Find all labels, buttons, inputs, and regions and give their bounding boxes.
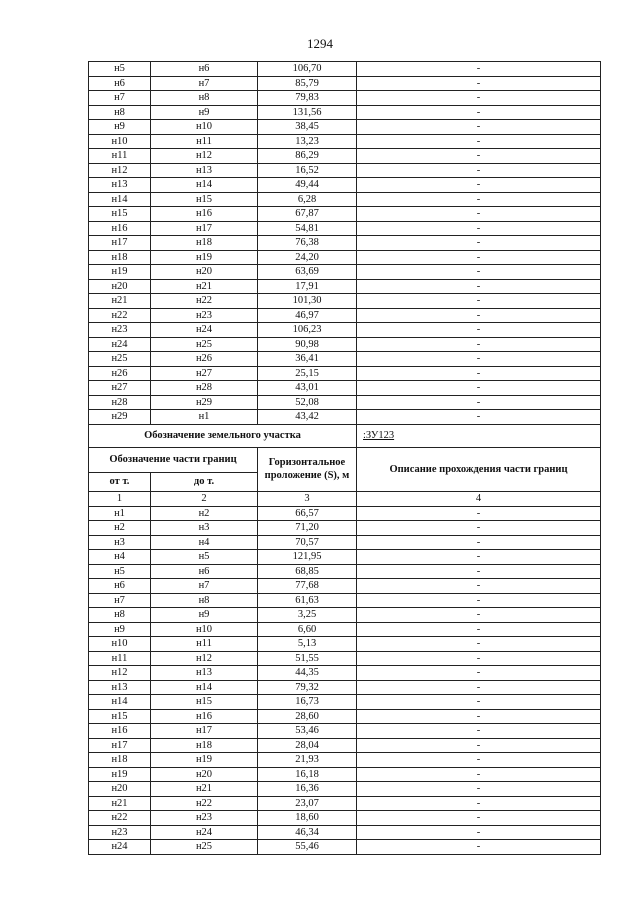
from-point-cell: н8 bbox=[89, 105, 151, 120]
table-row bbox=[89, 666, 601, 681]
from-point-cell: н10 bbox=[89, 134, 151, 149]
from-point-cell: н11 bbox=[89, 651, 151, 666]
length-cell: 85,79 bbox=[258, 76, 357, 91]
table-row bbox=[89, 91, 601, 106]
header-row bbox=[89, 447, 601, 472]
from-point-cell: н27 bbox=[89, 381, 151, 396]
length-cell: 6,60 bbox=[258, 622, 357, 637]
from-point-cell: н18 bbox=[89, 250, 151, 265]
description-cell: - bbox=[357, 178, 601, 193]
description-cell: - bbox=[357, 308, 601, 323]
description-cell: - bbox=[357, 724, 601, 739]
from-point-cell: н14 bbox=[89, 695, 151, 710]
table-row bbox=[89, 352, 601, 367]
length-cell: 38,45 bbox=[258, 120, 357, 135]
description-cell: - bbox=[357, 811, 601, 826]
table-row bbox=[89, 840, 601, 855]
from-point-cell: н20 bbox=[89, 782, 151, 797]
to-point-cell: н6 bbox=[151, 62, 258, 77]
from-point-cell: н3 bbox=[89, 535, 151, 550]
page-number: 1294 bbox=[307, 36, 333, 51]
length-cell: 79,83 bbox=[258, 91, 357, 106]
from-point-cell: н26 bbox=[89, 366, 151, 381]
table-row bbox=[89, 593, 601, 608]
description-cell: - bbox=[357, 506, 601, 521]
length-cell: 63,69 bbox=[258, 265, 357, 280]
table-row bbox=[89, 709, 601, 724]
table-row bbox=[89, 207, 601, 222]
table-row bbox=[89, 192, 601, 207]
to-point-cell: н14 bbox=[151, 680, 258, 695]
length-cell: 46,97 bbox=[258, 308, 357, 323]
length-cell: 53,46 bbox=[258, 724, 357, 739]
description-cell: - bbox=[357, 637, 601, 652]
to-point-cell: н10 bbox=[151, 120, 258, 135]
description-cell: - bbox=[357, 825, 601, 840]
length-cell: 61,63 bbox=[258, 593, 357, 608]
length-cell: 106,70 bbox=[258, 62, 357, 77]
length-cell: 16,36 bbox=[258, 782, 357, 797]
table-row bbox=[89, 637, 601, 652]
description-cell: - bbox=[357, 76, 601, 91]
description-cell: - bbox=[357, 120, 601, 135]
table-row bbox=[89, 622, 601, 637]
to-point-cell: н13 bbox=[151, 666, 258, 681]
length-cell: 5,13 bbox=[258, 637, 357, 652]
description-cell: - bbox=[357, 738, 601, 753]
from-point-cell: н5 bbox=[89, 564, 151, 579]
description-cell: - bbox=[357, 593, 601, 608]
from-point-cell: н4 bbox=[89, 550, 151, 565]
from-point-cell: н20 bbox=[89, 279, 151, 294]
length-cell: 70,57 bbox=[258, 535, 357, 550]
table-row bbox=[89, 535, 601, 550]
from-point-cell: н8 bbox=[89, 608, 151, 623]
table-row bbox=[89, 782, 601, 797]
table2-header bbox=[89, 424, 601, 506]
header-to: до т. bbox=[151, 472, 258, 491]
to-point-cell: н6 bbox=[151, 564, 258, 579]
to-point-cell: н23 bbox=[151, 308, 258, 323]
description-cell: - bbox=[357, 709, 601, 724]
table-row bbox=[89, 651, 601, 666]
table-row bbox=[89, 279, 601, 294]
from-point-cell: н13 bbox=[89, 178, 151, 193]
length-cell: 3,25 bbox=[258, 608, 357, 623]
parcel-row bbox=[89, 424, 601, 447]
description-cell: - bbox=[357, 265, 601, 280]
description-cell: - bbox=[357, 250, 601, 265]
table-row bbox=[89, 395, 601, 410]
to-point-cell: н8 bbox=[151, 593, 258, 608]
table-row bbox=[89, 381, 601, 396]
length-cell: 49,44 bbox=[258, 178, 357, 193]
from-point-cell: н12 bbox=[89, 666, 151, 681]
from-point-cell: н24 bbox=[89, 337, 151, 352]
table-row bbox=[89, 120, 601, 135]
boundary-table bbox=[88, 61, 601, 855]
description-cell: - bbox=[357, 651, 601, 666]
description-cell: - bbox=[357, 767, 601, 782]
from-point-cell: н7 bbox=[89, 91, 151, 106]
to-point-cell: н2 bbox=[151, 506, 258, 521]
column-number: 4 bbox=[357, 491, 601, 506]
from-point-cell: н16 bbox=[89, 221, 151, 236]
description-cell: - bbox=[357, 535, 601, 550]
description-cell: - bbox=[357, 221, 601, 236]
from-point-cell: н23 bbox=[89, 825, 151, 840]
to-point-cell: н28 bbox=[151, 381, 258, 396]
length-cell: 23,07 bbox=[258, 796, 357, 811]
to-point-cell: н19 bbox=[151, 250, 258, 265]
from-point-cell: н6 bbox=[89, 76, 151, 91]
description-cell: - bbox=[357, 149, 601, 164]
description-cell: - bbox=[357, 666, 601, 681]
header-parts: Обозначение части границ bbox=[89, 447, 258, 472]
column-number: 2 bbox=[151, 491, 258, 506]
description-cell: - bbox=[357, 753, 601, 768]
from-point-cell: н5 bbox=[89, 62, 151, 77]
to-point-cell: н19 bbox=[151, 753, 258, 768]
to-point-cell: н8 bbox=[151, 91, 258, 106]
length-cell: 79,32 bbox=[258, 680, 357, 695]
table-row bbox=[89, 564, 601, 579]
to-point-cell: н12 bbox=[151, 651, 258, 666]
table-row bbox=[89, 62, 601, 77]
description-cell: - bbox=[357, 352, 601, 367]
table-row bbox=[89, 265, 601, 280]
length-cell: 90,98 bbox=[258, 337, 357, 352]
table-row bbox=[89, 753, 601, 768]
from-point-cell: н7 bbox=[89, 593, 151, 608]
table-row bbox=[89, 550, 601, 565]
to-point-cell: н14 bbox=[151, 178, 258, 193]
length-cell: 52,08 bbox=[258, 395, 357, 410]
description-cell: - bbox=[357, 207, 601, 222]
length-cell: 17,91 bbox=[258, 279, 357, 294]
table-row bbox=[89, 724, 601, 739]
from-point-cell: н2 bbox=[89, 521, 151, 536]
from-point-cell: н9 bbox=[89, 120, 151, 135]
length-cell: 71,20 bbox=[258, 521, 357, 536]
to-point-cell: н21 bbox=[151, 279, 258, 294]
to-point-cell: н20 bbox=[151, 265, 258, 280]
from-point-cell: н17 bbox=[89, 236, 151, 251]
from-point-cell: н14 bbox=[89, 192, 151, 207]
from-point-cell: н1 bbox=[89, 506, 151, 521]
table-row bbox=[89, 294, 601, 309]
length-cell: 6,28 bbox=[258, 192, 357, 207]
description-cell: - bbox=[357, 192, 601, 207]
length-cell: 28,04 bbox=[258, 738, 357, 753]
table-row bbox=[89, 236, 601, 251]
table-row bbox=[89, 579, 601, 594]
to-point-cell: н25 bbox=[151, 840, 258, 855]
length-cell: 36,41 bbox=[258, 352, 357, 367]
table-row bbox=[89, 680, 601, 695]
table-row bbox=[89, 163, 601, 178]
length-cell: 28,60 bbox=[258, 709, 357, 724]
from-point-cell: н25 bbox=[89, 352, 151, 367]
description-cell: - bbox=[357, 366, 601, 381]
description-cell: - bbox=[357, 695, 601, 710]
header-from: от т. bbox=[89, 472, 151, 491]
to-point-cell: н22 bbox=[151, 796, 258, 811]
to-point-cell: н7 bbox=[151, 579, 258, 594]
to-point-cell: н12 bbox=[151, 149, 258, 164]
length-cell: 86,29 bbox=[258, 149, 357, 164]
length-cell: 24,20 bbox=[258, 250, 357, 265]
table1-body bbox=[89, 62, 601, 425]
to-point-cell: н15 bbox=[151, 192, 258, 207]
description-cell: - bbox=[357, 564, 601, 579]
from-point-cell: н29 bbox=[89, 410, 151, 425]
table-row bbox=[89, 521, 601, 536]
description-cell: - bbox=[357, 381, 601, 396]
description-cell: - bbox=[357, 622, 601, 637]
to-point-cell: н7 bbox=[151, 76, 258, 91]
table-row bbox=[89, 506, 601, 521]
to-point-cell: н22 bbox=[151, 294, 258, 309]
from-point-cell: н21 bbox=[89, 796, 151, 811]
header-description: Описание прохождения части границ bbox=[357, 447, 601, 491]
description-cell: - bbox=[357, 105, 601, 120]
table-row bbox=[89, 178, 601, 193]
to-point-cell: н26 bbox=[151, 352, 258, 367]
to-point-cell: н18 bbox=[151, 738, 258, 753]
table2-body bbox=[89, 506, 601, 854]
length-cell: 67,87 bbox=[258, 207, 357, 222]
table-row bbox=[89, 796, 601, 811]
from-point-cell: н16 bbox=[89, 724, 151, 739]
to-point-cell: н21 bbox=[151, 782, 258, 797]
description-cell: - bbox=[357, 134, 601, 149]
length-cell: 25,15 bbox=[258, 366, 357, 381]
from-point-cell: н19 bbox=[89, 767, 151, 782]
table-row bbox=[89, 608, 601, 623]
to-point-cell: н5 bbox=[151, 550, 258, 565]
to-point-cell: н17 bbox=[151, 221, 258, 236]
to-point-cell: н25 bbox=[151, 337, 258, 352]
length-cell: 76,38 bbox=[258, 236, 357, 251]
length-cell: 16,73 bbox=[258, 695, 357, 710]
description-cell: - bbox=[357, 323, 601, 338]
length-cell: 44,35 bbox=[258, 666, 357, 681]
column-number-row bbox=[89, 491, 601, 506]
length-cell: 43,42 bbox=[258, 410, 357, 425]
length-cell: 51,55 bbox=[258, 651, 357, 666]
description-cell: - bbox=[357, 796, 601, 811]
length-cell: 66,57 bbox=[258, 506, 357, 521]
from-point-cell: н6 bbox=[89, 579, 151, 594]
length-cell: 101,30 bbox=[258, 294, 357, 309]
description-cell: - bbox=[357, 62, 601, 77]
from-point-cell: н15 bbox=[89, 709, 151, 724]
to-point-cell: н11 bbox=[151, 637, 258, 652]
from-point-cell: н24 bbox=[89, 840, 151, 855]
description-cell: - bbox=[357, 163, 601, 178]
to-point-cell: н3 bbox=[151, 521, 258, 536]
table-row bbox=[89, 308, 601, 323]
from-point-cell: н10 bbox=[89, 637, 151, 652]
description-cell: - bbox=[357, 550, 601, 565]
column-number: 3 bbox=[258, 491, 357, 506]
description-cell: - bbox=[357, 410, 601, 425]
length-cell: 18,60 bbox=[258, 811, 357, 826]
to-point-cell: н24 bbox=[151, 323, 258, 338]
description-cell: - bbox=[357, 236, 601, 251]
length-cell: 13,23 bbox=[258, 134, 357, 149]
table-row bbox=[89, 695, 601, 710]
from-point-cell: н21 bbox=[89, 294, 151, 309]
description-cell: - bbox=[357, 782, 601, 797]
length-cell: 68,85 bbox=[258, 564, 357, 579]
to-point-cell: н4 bbox=[151, 535, 258, 550]
from-point-cell: н11 bbox=[89, 149, 151, 164]
to-point-cell: н1 bbox=[151, 410, 258, 425]
description-cell: - bbox=[357, 91, 601, 106]
length-cell: 46,34 bbox=[258, 825, 357, 840]
description-cell: - bbox=[357, 337, 601, 352]
description-cell: - bbox=[357, 279, 601, 294]
description-cell: - bbox=[357, 395, 601, 410]
length-cell: 77,68 bbox=[258, 579, 357, 594]
table-row bbox=[89, 149, 601, 164]
description-cell: - bbox=[357, 608, 601, 623]
length-cell: 106,23 bbox=[258, 323, 357, 338]
length-cell: 55,46 bbox=[258, 840, 357, 855]
description-cell: - bbox=[357, 579, 601, 594]
length-cell: 16,52 bbox=[258, 163, 357, 178]
to-point-cell: н20 bbox=[151, 767, 258, 782]
length-cell: 54,81 bbox=[258, 221, 357, 236]
to-point-cell: н9 bbox=[151, 105, 258, 120]
column-number: 1 bbox=[89, 491, 151, 506]
to-point-cell: н17 bbox=[151, 724, 258, 739]
from-point-cell: н13 bbox=[89, 680, 151, 695]
to-point-cell: н24 bbox=[151, 825, 258, 840]
length-cell: 21,93 bbox=[258, 753, 357, 768]
to-point-cell: н29 bbox=[151, 395, 258, 410]
from-point-cell: н12 bbox=[89, 163, 151, 178]
to-point-cell: н13 bbox=[151, 163, 258, 178]
table-row bbox=[89, 134, 601, 149]
table-row bbox=[89, 811, 601, 826]
description-cell: - bbox=[357, 521, 601, 536]
to-point-cell: н27 bbox=[151, 366, 258, 381]
table-row bbox=[89, 366, 601, 381]
table-row bbox=[89, 250, 601, 265]
table-row bbox=[89, 410, 601, 425]
length-cell: 131,56 bbox=[258, 105, 357, 120]
to-point-cell: н16 bbox=[151, 709, 258, 724]
to-point-cell: н15 bbox=[151, 695, 258, 710]
length-cell: 16,18 bbox=[258, 767, 357, 782]
from-point-cell: н18 bbox=[89, 753, 151, 768]
to-point-cell: н18 bbox=[151, 236, 258, 251]
parcel-label: Обозначение земельного участка bbox=[89, 424, 357, 447]
table-row bbox=[89, 76, 601, 91]
description-cell: - bbox=[357, 840, 601, 855]
to-point-cell: н9 bbox=[151, 608, 258, 623]
table-row bbox=[89, 738, 601, 753]
from-point-cell: н9 bbox=[89, 622, 151, 637]
header-length: Горизонтальное проложение (S), м bbox=[258, 447, 357, 491]
to-point-cell: н23 bbox=[151, 811, 258, 826]
from-point-cell: н19 bbox=[89, 265, 151, 280]
table-row bbox=[89, 105, 601, 120]
description-cell: - bbox=[357, 680, 601, 695]
table-row bbox=[89, 323, 601, 338]
description-cell: - bbox=[357, 294, 601, 309]
from-point-cell: н22 bbox=[89, 308, 151, 323]
table-row bbox=[89, 767, 601, 782]
parcel-id: :ЗУ123 bbox=[357, 424, 601, 447]
from-point-cell: н17 bbox=[89, 738, 151, 753]
length-cell: 121,95 bbox=[258, 550, 357, 565]
table-row bbox=[89, 825, 601, 840]
to-point-cell: н16 bbox=[151, 207, 258, 222]
from-point-cell: н28 bbox=[89, 395, 151, 410]
from-point-cell: н23 bbox=[89, 323, 151, 338]
length-cell: 43,01 bbox=[258, 381, 357, 396]
from-point-cell: н22 bbox=[89, 811, 151, 826]
to-point-cell: н10 bbox=[151, 622, 258, 637]
table-row bbox=[89, 337, 601, 352]
from-point-cell: н15 bbox=[89, 207, 151, 222]
to-point-cell: н11 bbox=[151, 134, 258, 149]
table-row bbox=[89, 221, 601, 236]
